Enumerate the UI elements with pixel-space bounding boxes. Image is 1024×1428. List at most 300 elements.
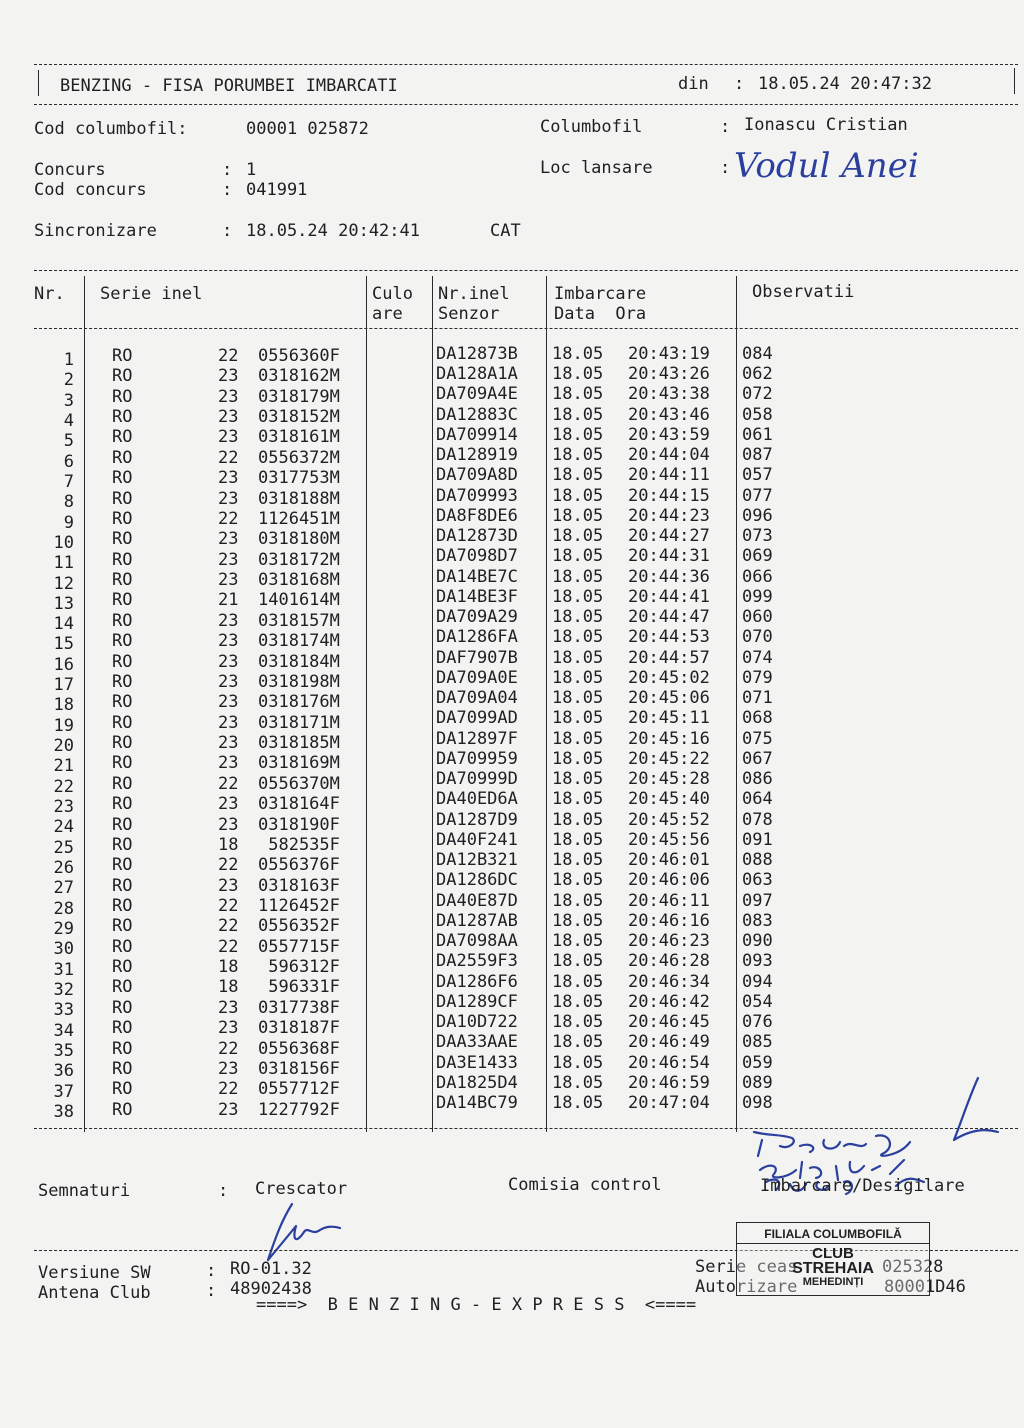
cell-year: 22 xyxy=(218,855,239,876)
cell-year: 23 xyxy=(218,1099,239,1120)
sincronizare-tz: CAT xyxy=(490,221,521,241)
cell-sensor: DA709993 xyxy=(436,485,518,506)
cell-sensor: DA12897F xyxy=(436,728,518,749)
cell-obs: 077 xyxy=(742,485,773,506)
cell-country: RO xyxy=(112,916,133,937)
stamp-line-3: STREHAIA xyxy=(792,1260,874,1277)
cell-year: 23 xyxy=(218,733,239,754)
cell-sensor: DA12883C xyxy=(436,404,518,425)
cell-year: 22 xyxy=(218,346,239,366)
cell-year: 23 xyxy=(218,753,239,774)
cell-year: 22 xyxy=(218,895,239,916)
table-header-rule xyxy=(34,328,1018,329)
cell-country: RO xyxy=(112,875,133,896)
cell-country: RO xyxy=(112,671,133,692)
cell-nr: 3 xyxy=(63,390,74,411)
cell-obs: 098 xyxy=(742,1093,773,1114)
cell-country: RO xyxy=(112,508,133,529)
cell-sensor: DA709A04 xyxy=(436,688,518,709)
cell-sensor: DA12873D xyxy=(436,526,518,547)
cell-sensor: DA12B321 xyxy=(436,850,518,871)
cell-ring: 0318157M xyxy=(258,610,340,631)
cell-obs: 067 xyxy=(742,748,773,769)
cell-nr: 13 xyxy=(53,593,74,614)
sincronizare-value: 18.05.24 20:42:41 xyxy=(246,221,420,241)
cell-ring: 0318174M xyxy=(258,631,340,652)
stamp-line-2: CLUB xyxy=(812,1245,854,1262)
cell-nr: 15 xyxy=(53,634,74,655)
cell-date: 18.05 xyxy=(552,404,604,425)
cell-sensor: DA1286FA xyxy=(436,627,518,648)
cell-year: 21 xyxy=(218,590,239,611)
cell-nr: 25 xyxy=(53,837,74,858)
cell-ring: 1126451M xyxy=(258,508,340,529)
cell-sensor: DA12873B xyxy=(436,344,518,364)
benzing-express-brand: ====> B E N Z I N G - E X P R E S S <==== xyxy=(256,1295,697,1315)
cell-time: 20:45:11 xyxy=(628,708,710,729)
cell-ring: 0318164F xyxy=(258,794,340,815)
cell-time: 20:43:26 xyxy=(628,364,710,385)
cell-country: RO xyxy=(112,733,133,754)
cell-sensor: DA7098AA xyxy=(436,931,518,952)
cell-ring: 0318161M xyxy=(258,427,340,448)
cell-year: 23 xyxy=(218,1018,239,1039)
cell-country: RO xyxy=(112,814,133,835)
columbofil-label: Columbofil xyxy=(540,117,643,137)
cell-obs: 094 xyxy=(742,971,773,992)
cell-date: 18.05 xyxy=(552,809,604,830)
col-header-observatii: Observatii xyxy=(752,282,855,302)
cell-year: 23 xyxy=(218,427,239,448)
cell-sensor: DA7099AD xyxy=(436,708,518,729)
cell-ring: 0556372M xyxy=(258,447,340,468)
cell-ring: 0318169M xyxy=(258,753,340,774)
cell-date: 18.05 xyxy=(552,1093,604,1114)
table-row xyxy=(0,344,1024,370)
header-top-rule xyxy=(34,64,1018,65)
table-row xyxy=(0,404,1024,431)
cell-date: 18.05 xyxy=(552,890,604,911)
cell-year: 23 xyxy=(218,651,239,672)
cell-nr: 6 xyxy=(63,451,74,472)
antena-club-value: 48902438 xyxy=(230,1279,312,1299)
cell-date: 18.05 xyxy=(552,789,604,810)
cell-country: RO xyxy=(112,1099,133,1120)
cell-nr: 18 xyxy=(53,695,74,716)
cell-year: 23 xyxy=(218,468,239,489)
cell-time: 20:45:28 xyxy=(628,769,710,790)
cell-ring: 0318185M xyxy=(258,733,340,754)
cell-sensor: DA8F8DE6 xyxy=(436,505,518,526)
header-title: BENZING - FISA PORUMBEI IMBARCATI xyxy=(60,76,398,96)
cell-nr: 20 xyxy=(53,736,74,757)
cell-country: RO xyxy=(112,977,133,998)
cell-ring: 582535F xyxy=(258,834,340,855)
cell-time: 20:44:57 xyxy=(628,647,710,668)
loc-lansare-colon: : xyxy=(720,158,731,178)
cell-year: 22 xyxy=(218,1038,239,1059)
cell-ring: 0318171M xyxy=(258,712,340,733)
cell-country: RO xyxy=(112,1038,133,1059)
cell-country: RO xyxy=(112,570,133,591)
cell-date: 18.05 xyxy=(552,1012,604,1033)
cell-sensor: DA2559F3 xyxy=(436,951,518,972)
crescator-signature xyxy=(248,1196,358,1268)
cell-date: 18.05 xyxy=(552,647,604,668)
cell-time: 20:46:01 xyxy=(628,850,710,871)
cell-time: 20:44:41 xyxy=(628,586,710,607)
cell-ring: 0318176M xyxy=(258,692,340,713)
col-header-nr-inel-2: Senzor xyxy=(438,304,500,324)
cell-obs: 099 xyxy=(742,586,773,607)
cell-time: 20:46:16 xyxy=(628,910,710,931)
cell-nr: 11 xyxy=(53,553,74,574)
cell-obs: 061 xyxy=(742,424,773,445)
cell-nr: 23 xyxy=(53,797,74,818)
cell-nr: 26 xyxy=(53,858,74,878)
cell-obs: 084 xyxy=(742,344,773,364)
cell-country: RO xyxy=(112,610,133,631)
cell-ring: 0318179M xyxy=(258,386,340,407)
cell-obs: 096 xyxy=(742,505,773,526)
sincronizare-colon: : xyxy=(222,221,233,241)
serie-ceas-value: 025328 xyxy=(882,1257,944,1277)
cell-nr: 38 xyxy=(53,1101,74,1122)
cell-time: 20:45:52 xyxy=(628,809,710,830)
cell-date: 18.05 xyxy=(552,586,604,607)
cell-country: RO xyxy=(112,936,133,957)
cell-time: 20:46:45 xyxy=(628,1012,710,1033)
cell-nr: 33 xyxy=(53,1000,74,1021)
cell-ring: 0318184M xyxy=(258,651,340,672)
cell-date: 18.05 xyxy=(552,566,604,587)
cell-obs: 090 xyxy=(742,931,773,952)
cell-country: RO xyxy=(112,997,133,1018)
cod-columbofil-value: 00001 025872 xyxy=(246,119,369,139)
cell-ring: 596331F xyxy=(258,977,340,998)
cell-year: 23 xyxy=(218,407,239,428)
cell-year: 23 xyxy=(218,366,239,387)
semnaturi-colon: : xyxy=(218,1181,229,1201)
cell-time: 20:44:27 xyxy=(628,526,710,547)
cell-obs: 066 xyxy=(742,566,773,587)
cell-obs: 074 xyxy=(742,647,773,668)
cell-obs: 089 xyxy=(742,1072,773,1093)
cell-ring: 0318172M xyxy=(258,549,340,570)
versiune-sw-colon: : xyxy=(206,1261,217,1281)
cell-obs: 093 xyxy=(742,951,773,972)
cell-date: 18.05 xyxy=(552,931,604,952)
cell-ring: 1401614M xyxy=(258,590,340,611)
cod-concurs-label: Cod concurs xyxy=(34,180,147,200)
cell-country: RO xyxy=(112,1058,133,1079)
table-row xyxy=(0,384,1024,411)
cell-nr: 35 xyxy=(53,1040,74,1061)
cell-sensor: DA128919 xyxy=(436,445,518,466)
cell-sensor: DA709A0E xyxy=(436,667,518,688)
cell-ring: 0556360F xyxy=(258,346,340,366)
cell-nr: 4 xyxy=(63,410,74,431)
cell-obs: 097 xyxy=(742,890,773,911)
cell-ring: 0318162M xyxy=(258,366,340,387)
cell-sensor: DA70999D xyxy=(436,769,518,790)
cell-sensor: DA1287AB xyxy=(436,910,518,931)
cell-sensor: DA1286DC xyxy=(436,870,518,891)
cell-ring: 1227792F xyxy=(258,1099,340,1120)
cell-time: 20:46:06 xyxy=(628,870,710,891)
cell-nr: 22 xyxy=(53,776,74,797)
cell-nr: 32 xyxy=(53,979,74,1000)
cell-time: 20:44:53 xyxy=(628,627,710,648)
cod-concurs-colon: : xyxy=(222,180,233,200)
loc-lansare-label: Loc lansare xyxy=(540,158,653,178)
cell-obs: 075 xyxy=(742,728,773,749)
cell-ring: 596312F xyxy=(258,957,340,978)
cell-date: 18.05 xyxy=(552,748,604,769)
cell-nr: 2 xyxy=(63,370,74,391)
stamp-line-4: MEHEDINȚI xyxy=(802,1276,864,1288)
cell-date: 18.05 xyxy=(552,344,604,364)
versiune-sw-label: Versiune SW xyxy=(38,1263,151,1283)
cell-year: 23 xyxy=(218,488,239,509)
cell-nr: 30 xyxy=(53,939,74,960)
cell-year: 22 xyxy=(218,1079,239,1100)
cell-sensor: DA40F241 xyxy=(436,829,518,850)
cell-time: 20:46:42 xyxy=(628,991,710,1012)
cell-year: 23 xyxy=(218,712,239,733)
header-date-colon: : xyxy=(734,74,745,94)
cell-ring: 0557712F xyxy=(258,1079,340,1100)
cell-sensor: DA709A8D xyxy=(436,465,518,486)
cell-ring: 0556352F xyxy=(258,916,340,937)
cell-obs: 070 xyxy=(742,627,773,648)
cell-time: 20:44:15 xyxy=(628,485,710,506)
cell-nr: 7 xyxy=(63,471,74,492)
serie-ceas-label: Serie ceas xyxy=(695,1257,798,1277)
cell-date: 18.05 xyxy=(552,870,604,891)
cell-obs: 054 xyxy=(742,991,773,1012)
cell-country: RO xyxy=(112,549,133,570)
cell-obs: 060 xyxy=(742,607,773,628)
cell-ring: 0317738F xyxy=(258,997,340,1018)
cell-year: 23 xyxy=(218,386,239,407)
cell-country: RO xyxy=(112,895,133,916)
cell-obs: 083 xyxy=(742,910,773,931)
cell-obs: 068 xyxy=(742,708,773,729)
col-header-imbarcare-1: Imbarcare xyxy=(554,284,647,304)
cell-sensor: DAA33AAE xyxy=(436,1032,518,1053)
cell-nr: 14 xyxy=(53,614,74,635)
cell-year: 22 xyxy=(218,773,239,794)
cell-ring: 0318163F xyxy=(258,875,340,896)
cell-date: 18.05 xyxy=(552,829,604,850)
cell-year: 23 xyxy=(218,671,239,692)
col-header-culoare-1: Culo xyxy=(372,284,413,304)
cell-date: 18.05 xyxy=(552,465,604,486)
cell-sensor: DA1825D4 xyxy=(436,1072,518,1093)
cell-time: 20:47:04 xyxy=(628,1093,710,1114)
cell-year: 18 xyxy=(218,957,239,978)
cell-country: RO xyxy=(112,488,133,509)
table-row xyxy=(0,526,1024,553)
autorizare-value: 80001D46 xyxy=(884,1277,966,1297)
cell-obs: 087 xyxy=(742,445,773,466)
cell-obs: 057 xyxy=(742,465,773,486)
crescator-label: Crescator xyxy=(255,1179,348,1199)
cell-time: 20:43:19 xyxy=(628,344,710,364)
cell-time: 20:46:34 xyxy=(628,971,710,992)
cell-sensor: DA1289CF xyxy=(436,991,518,1012)
header-bottom-rule xyxy=(34,104,1018,105)
versiune-sw-value: RO-01.32 xyxy=(230,1259,312,1279)
crescator-signature-stroke xyxy=(268,1204,340,1260)
cell-country: RO xyxy=(112,529,133,550)
cell-year: 23 xyxy=(218,875,239,896)
cell-obs: 086 xyxy=(742,769,773,790)
table-row xyxy=(0,465,1024,492)
cell-year: 18 xyxy=(218,977,239,998)
cell-time: 20:45:22 xyxy=(628,748,710,769)
cell-date: 18.05 xyxy=(552,951,604,972)
cell-sensor: DA1287D9 xyxy=(436,809,518,830)
cell-sensor: DA1286F6 xyxy=(436,971,518,992)
cell-year: 23 xyxy=(218,1058,239,1079)
cell-sensor: DA40E87D xyxy=(436,890,518,911)
table-row xyxy=(0,546,1024,574)
cell-ring: 0318156F xyxy=(258,1058,340,1079)
cell-year: 23 xyxy=(218,997,239,1018)
cell-country: RO xyxy=(112,794,133,815)
cell-ring: 0556368F xyxy=(258,1038,340,1059)
cell-year: 23 xyxy=(218,610,239,631)
cell-date: 18.05 xyxy=(552,728,604,749)
cell-year: 23 xyxy=(218,549,239,570)
cell-obs: 059 xyxy=(742,1052,773,1073)
cell-date: 18.05 xyxy=(552,546,604,567)
cell-time: 20:46:11 xyxy=(628,890,710,911)
cell-obs: 073 xyxy=(742,526,773,547)
cell-nr: 36 xyxy=(53,1061,74,1082)
table-row xyxy=(0,364,1024,391)
cell-nr: 21 xyxy=(53,756,74,777)
cell-time: 20:45:06 xyxy=(628,688,710,709)
col-header-serie-inel: Serie inel xyxy=(100,284,203,304)
columbofil-colon: : xyxy=(720,117,731,137)
cell-sensor: DAF7907B xyxy=(436,647,518,668)
cell-obs: 088 xyxy=(742,850,773,871)
cell-ring: 0318180M xyxy=(258,529,340,550)
cell-year: 23 xyxy=(218,529,239,550)
cell-sensor: DA10D722 xyxy=(436,1012,518,1033)
cell-sensor: DA709A4E xyxy=(436,384,518,405)
cell-country: RO xyxy=(112,753,133,774)
loc-lansare-handwritten: Vodul Anei xyxy=(734,146,919,186)
cell-date: 18.05 xyxy=(552,1072,604,1093)
cell-country: RO xyxy=(112,834,133,855)
cell-ring: 0318198M xyxy=(258,671,340,692)
cell-date: 18.05 xyxy=(552,505,604,526)
cell-time: 20:46:49 xyxy=(628,1032,710,1053)
header-date-label: din xyxy=(678,74,709,94)
cell-date: 18.05 xyxy=(552,1052,604,1073)
cell-nr: 28 xyxy=(53,898,74,919)
cell-nr: 9 xyxy=(63,512,74,533)
cell-nr: 34 xyxy=(53,1020,74,1041)
table-row xyxy=(0,485,1024,513)
cell-obs: 072 xyxy=(742,384,773,405)
columbofil-value: Ionascu Cristian xyxy=(744,115,908,135)
cell-time: 20:43:46 xyxy=(628,404,710,425)
header-date-value: 18.05.24 20:47:32 xyxy=(758,74,932,94)
antena-club-colon: : xyxy=(206,1281,217,1301)
cell-time: 20:44:11 xyxy=(628,465,710,486)
cell-country: RO xyxy=(112,651,133,672)
cell-time: 20:46:28 xyxy=(628,951,710,972)
cell-obs: 069 xyxy=(742,546,773,567)
cell-ring: 0318187F xyxy=(258,1018,340,1039)
autorizare-label: Autorizare xyxy=(695,1277,798,1297)
cell-nr: 12 xyxy=(53,573,74,594)
antena-club-label: Antena Club xyxy=(38,1283,151,1303)
cell-obs: 062 xyxy=(742,364,773,385)
cell-date: 18.05 xyxy=(552,667,604,688)
cell-country: RO xyxy=(112,346,133,366)
cell-year: 22 xyxy=(218,447,239,468)
col-header-nr: Nr. xyxy=(34,284,65,304)
cell-date: 18.05 xyxy=(552,364,604,385)
cell-obs: 058 xyxy=(742,404,773,425)
cell-country: RO xyxy=(112,631,133,652)
cell-nr: 8 xyxy=(63,492,74,513)
cell-nr: 1 xyxy=(63,350,74,370)
cell-date: 18.05 xyxy=(552,445,604,466)
cell-date: 18.05 xyxy=(552,991,604,1012)
cell-time: 20:44:31 xyxy=(628,546,710,567)
cell-country: RO xyxy=(112,447,133,468)
cell-nr: 37 xyxy=(53,1081,74,1102)
cell-time: 20:44:04 xyxy=(628,445,710,466)
cell-country: RO xyxy=(112,957,133,978)
cod-columbofil-label: Cod columbofil: xyxy=(34,119,188,139)
cell-year: 23 xyxy=(218,570,239,591)
club-stamp xyxy=(736,1222,930,1296)
cell-sensor: DA3E1433 xyxy=(436,1052,518,1073)
concurs-colon: : xyxy=(222,160,233,180)
cell-sensor: DA709914 xyxy=(436,424,518,445)
commission-signature-stroke-1 xyxy=(954,1078,998,1140)
cell-ring: 0318168M xyxy=(258,570,340,591)
cell-nr: 24 xyxy=(53,817,74,838)
cell-year: 23 xyxy=(218,814,239,835)
cell-date: 18.05 xyxy=(552,384,604,405)
cell-ring: 0318152M xyxy=(258,407,340,428)
cell-time: 20:46:59 xyxy=(628,1072,710,1093)
cell-nr: 19 xyxy=(53,715,74,736)
semnaturi-label: Semnaturi xyxy=(38,1181,131,1201)
cell-sensor: DA14BE7C xyxy=(436,566,518,587)
cell-ring: 0557715F xyxy=(258,936,340,957)
table-row xyxy=(0,505,1024,533)
cell-obs: 071 xyxy=(742,688,773,709)
concurs-label: Concurs xyxy=(34,160,106,180)
cell-year: 23 xyxy=(218,794,239,815)
col-header-imbarcare-2: Data Ora xyxy=(554,304,647,324)
cell-sensor: DA709A29 xyxy=(436,607,518,628)
cell-time: 20:45:56 xyxy=(628,829,710,850)
cell-nr: 16 xyxy=(53,654,74,675)
cell-date: 18.05 xyxy=(552,485,604,506)
cell-year: 18 xyxy=(218,834,239,855)
